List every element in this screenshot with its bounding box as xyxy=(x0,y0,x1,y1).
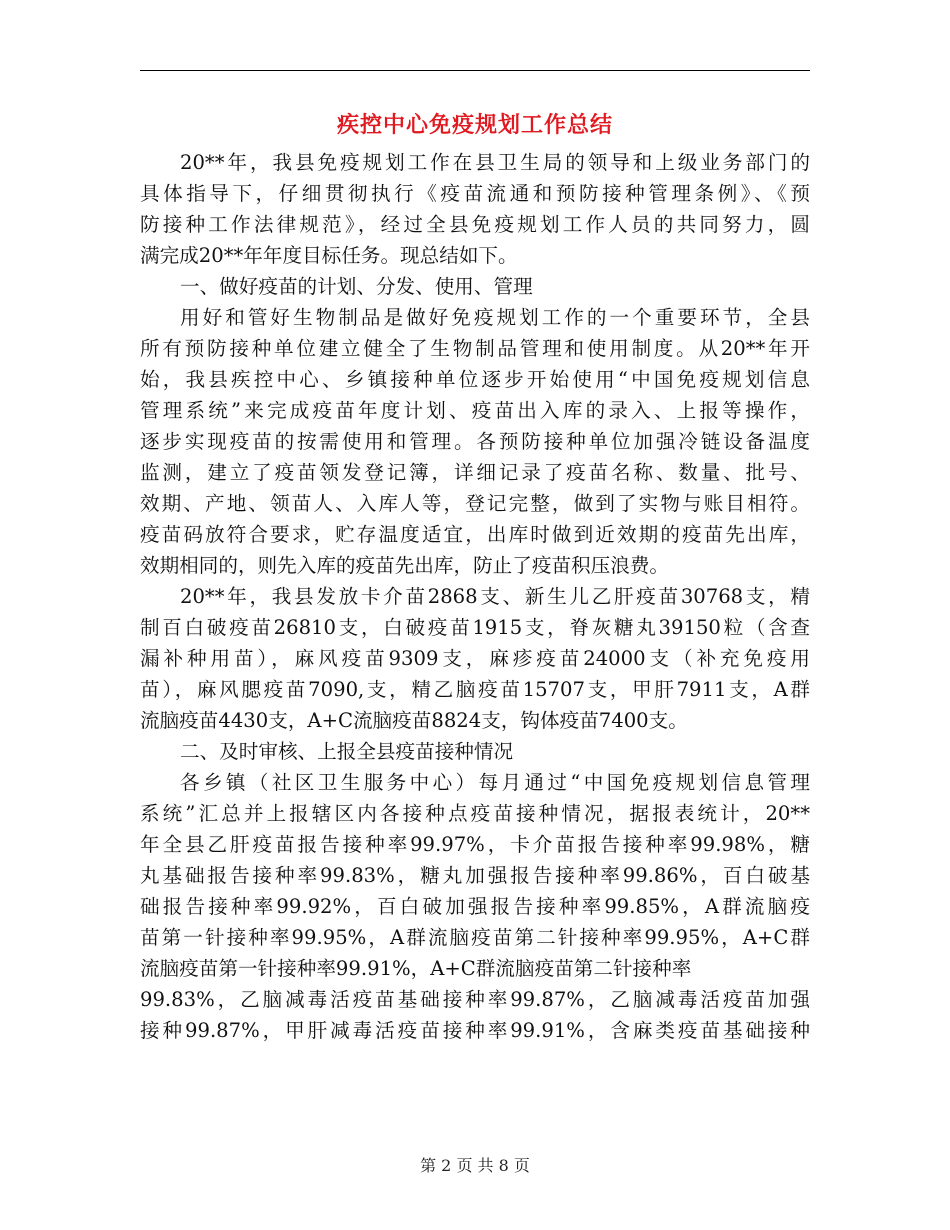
page-footer: 第 2 页 共 8 页 xyxy=(420,1156,530,1175)
text-line: 监测，建立了疫苗领发登记簿，详细记录了疫苗名称、数量、批号、 xyxy=(140,461,810,484)
document-body xyxy=(140,147,810,1046)
text-line: 防接种工作法律规范》，经过全县免疫规划工作人员的共同努力，圆 xyxy=(140,213,810,236)
document-title: 疾控中心免疫规划工作总结 xyxy=(336,112,613,138)
text-line: 20**年，我县免疫规划工作在县卫生局的领导和上级业务部门的 xyxy=(180,151,810,174)
text-line: 接种99.87%，甲肝减毒活疫苗接种率99.91%，含麻类疫苗基础接种 xyxy=(140,1019,810,1042)
text-line: 效期相同的，则先入库的疫苗先出库，防止了疫苗积压浪费。 xyxy=(140,554,670,577)
text-line: 丸基础报告接种率99.83%，糖丸加强报告接种率99.86%，百白破基 xyxy=(140,864,810,887)
paragraph-vaccine-management xyxy=(140,302,810,581)
text-line: 用好和管好生物制品是做好免疫规划工作的一个重要环节，全县 xyxy=(180,306,810,329)
text-line: 制百白破疫苗26810支，白破疫苗1915支，脊灰糖丸39150粒（含查 xyxy=(140,616,810,639)
text-line: 管理系统”来完成疫苗年度计划、疫苗出入库的录入、上报等操作， xyxy=(140,399,810,422)
text-line: 年全县乙肝疫苗报告接种率99.97%，卡介苗报告接种率99.98%，糖 xyxy=(140,833,810,856)
text-line: 效期、产地、领苗人、入库人等，登记完整，做到了实物与账目相符。 xyxy=(140,492,810,515)
header-rule xyxy=(140,70,810,71)
text-line: 流脑疫苗4430支，A+C流脑疫苗8824支，钩体疫苗7400支。 xyxy=(140,709,688,732)
text-line: 满完成20**年年度目标任务。现总结如下。 xyxy=(140,244,518,267)
section-heading-text: 一、做好疫苗的计划、分发、使用、管理 xyxy=(180,275,533,298)
text-line: 始，我县疾控中心、乡镇接种单位逐步开始使用“中国免疫规划信息 xyxy=(140,368,810,391)
section-heading-text: 二、及时审核、上报全县疫苗接种情况 xyxy=(180,740,514,763)
text-line: 疫苗码放符合要求，贮存温度适宜，出库时做到近效期的疫苗先出库， xyxy=(140,523,810,546)
text-line: 20**年，我县发放卡介苗2868支、新生儿乙肝疫苗30768支，精 xyxy=(180,585,810,608)
text-line: 流脑疫苗第一针接种率99.91%，A+C群流脑疫苗第二针接种率 xyxy=(140,957,692,980)
text-line: 系统”汇总并上报辖区内各接种点疫苗接种情况，据报表统计，20** xyxy=(140,802,810,825)
paragraph-vaccination-rates xyxy=(140,767,810,1046)
text-line: 苗第一针接种率99.95%，A群流脑疫苗第二针接种率99.95%，A+C群 xyxy=(140,926,810,949)
text-line: 苗），麻风腮疫苗7090,支，精乙脑疫苗15707支，甲肝7911支，A群 xyxy=(140,678,810,701)
section-heading-1 xyxy=(140,271,810,302)
paragraph-intro xyxy=(140,147,810,271)
text-line: 具体指导下，仔细贯彻执行《疫苗流通和预防接种管理条例》、《预 xyxy=(140,182,810,205)
text-line: 所有预防接种单位建立健全了生物制品管理和使用制度。从20**年开 xyxy=(140,337,810,360)
section-heading-2 xyxy=(140,736,810,767)
text-line: 础报告接种率99.92%，百白破加强报告接种率99.85%，A群流脑疫 xyxy=(140,895,810,918)
text-line: 99.83%，乙脑减毒活疫苗基础接种率99.87%，乙脑减毒活疫苗加强 xyxy=(140,988,810,1011)
text-line: 逐步实现疫苗的按需使用和管理。各预防接种单位加强冷链设备温度 xyxy=(140,430,810,453)
paragraph-vaccine-distribution xyxy=(140,581,810,736)
text-line: 各乡镇（社区卫生服务中心）每月通过“中国免疫规划信息管理 xyxy=(180,771,810,794)
text-line: 漏补种用苗），麻风疫苗9309支，麻疹疫苗24000支（补充免疫用 xyxy=(140,647,810,670)
